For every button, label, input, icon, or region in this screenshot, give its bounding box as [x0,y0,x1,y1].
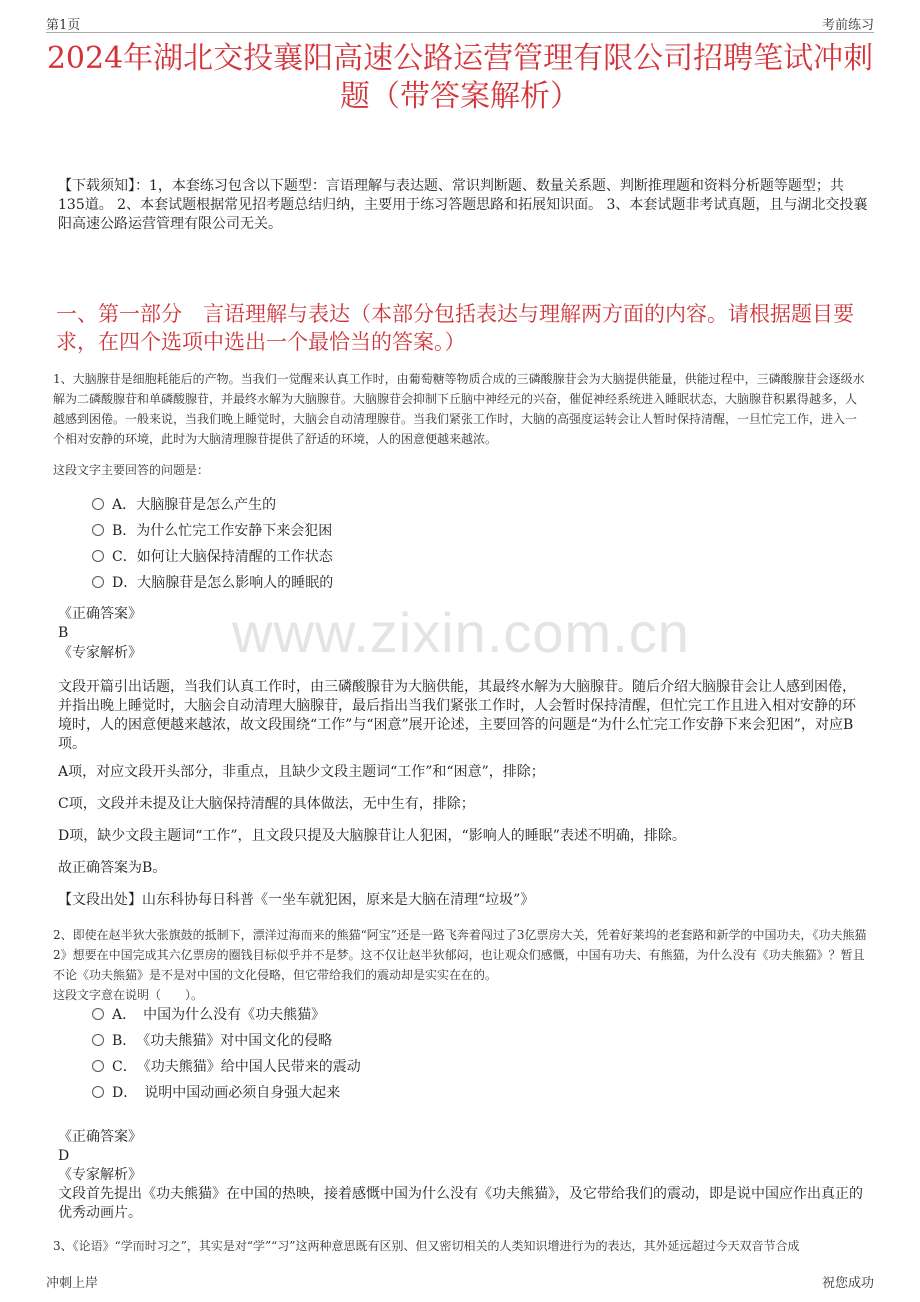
q2-answer: D [58,1148,70,1164]
q1-option-d[interactable]: D．大脑腺苷是怎么影响人的睡眠的 [92,570,333,596]
q1-option-a[interactable]: A．大脑腺苷是怎么产生的 [92,492,333,518]
q2-option-b[interactable]: B． 《功夫熊猫》对中国文化的侵略 [92,1028,361,1054]
q1-analysis-label: 《专家解析》 [58,645,142,661]
q2-option-d[interactable]: D． 说明中国动画必须自身强大起来 [92,1080,361,1106]
q1-analysis: 文段开篇引出话题，当我们认真工作时，由三磷酸腺苷为大脑供能，其最终水解为大脑腺苷。随后介绍大脑腺苷会让人感到困倦，并指出晚上睡觉时，大脑会自动清理大脑腺苷，最后指出当我们紧张工作时，人会暂时保持清醒，但忙完工作且进入相对安静的环境时，人的困意便越来越浓，故文段围绕“工作”与“困意”展开论述，主要回答的问题是“为什么忙完工作安静下来会犯困”，对应B项。 [58,679,856,752]
q2-stem: 2、即使在赵半狄大张旗鼓的抵制下，漂洋过海而来的熊猫“阿宝”还是一路飞奔着闯过了3亿票房大关，凭着好莱坞的老套路和新学的中国功夫，《功夫熊猫2》想要在中国完成其六亿票房的圈钱目标似乎并不是梦。这不仅让赵半狄郁闷，也让观众们感慨，中国有功夫、有熊猫，为什么没有《功夫熊猫》？暂且不论《功夫熊猫》是不是对中国的文化侵略，但它带给我们的震动却是实实在在的。 [53,928,867,982]
page-header [46,12,874,33]
radio-icon[interactable] [92,550,104,562]
q1-answer: B [58,625,69,641]
q2-question: 这段文字意在说明（ ）。 [53,988,204,1002]
page-number: 第1页 [46,18,81,33]
radio-icon[interactable] [92,1086,104,1098]
q1-d-note: D项，缺少文段主题词“工作”，且文段只提及大脑腺苷让人犯困，“影响人的睡眠”表述不明确，排除。 [58,828,686,844]
q1-question: 这段文字主要回答的问题是： [53,463,210,477]
q1-option-c[interactable]: C．如何让大脑保持清醒的工作状态 [92,544,333,570]
q1-stem: 1、大脑腺苷是细胞耗能后的产物。当我们一觉醒来认真工作时，由葡萄糖等物质合成的三磷酸腺苷会为大脑提供能量，供能过程中，三磷酸腺苷会逐级水解为二磷酸腺苷和单磷酸腺苷，并最终水解为大脑腺苷。大脑腺苷会抑制下丘脑中神经元的兴奋，催促神经系统进入睡眠状态，大脑腺苷积累得越多，人越感到困倦。一般来说，当我们晚上睡觉时，大脑会自动清理腺苷。当我们紧张工作时，大脑的高强度运转会让人暂时保持清醒，一旦忙完工作，进入一个相对安静的环境，此时为大脑清理腺苷提供了舒适的环境，人的困意便越来越浓。 [53,372,865,446]
footer-left: 冲刺上岸 [46,1276,99,1291]
footer-right: 祝您成功 [821,1276,874,1291]
radio-icon[interactable] [92,1060,104,1072]
q2-option-c[interactable]: C． 《功夫熊猫》给中国人民带来的震动 [92,1054,361,1080]
q1-a-note: A项，对应文段开头部分，非重点，且缺少文段主题词“工作”和“困意”，排除； [58,764,545,780]
document-title: 2024年湖北交投襄阳高速公路运营管理有限公司招聘笔试冲刺题（带答案解析） [46,41,874,114]
q1-conclusion: 故正确答案为B。 [58,860,167,876]
radio-icon[interactable] [92,1034,104,1046]
download-notice: 【下载须知】：1，本套练习包含以下题型：言语理解与表达题、常识判断题、数量关系题、判断推理题和资料分析题等题型；共135道。 2、本套试题根据常见招考题总结归纳，主要用于练习答题思路和拓展知识面。 3、本套试题非考试真题，且与湖北交投襄阳高速公路运营管理有限公司无关。 [58,178,868,232]
radio-icon[interactable] [92,524,104,536]
header-label: 考前练习 [821,18,874,33]
q2-analysis-label: 《专家解析》 [58,1167,142,1183]
q2-analysis: 文段首先提出《功夫熊猫》在中国的热映，接着感慨中国为什么没有《功夫熊猫》，及它带给我们的震动，即是说中国应作出真正的优秀动画片。 [58,1186,863,1221]
q1-option-b[interactable]: B．为什么忙完工作安静下来会犯困 [92,518,333,544]
section-heading: 一、第一部分 言语理解与表达（本部分包括表达与理解两方面的内容。请根据题目要求，在四个选项中选出一个最恰当的答案。） [56,302,854,354]
q1-c-note: C项，文段并未提及让大脑保持清醒的具体做法，无中生有，排除； [58,796,475,812]
q2-options [92,1002,361,1106]
q1-source: 【文段出处】山东科协每日科普《一坐车就犯困，原来是大脑在清理“垃圾”》 [58,892,535,908]
radio-icon[interactable] [92,1008,104,1020]
q3-stem: 3、《论语》“学而时习之”，其实是对“学”“习”这两种意思既有区别、但又密切相关的人类知识增进行为的表达，其外延远超过今天双音节合成 [53,1239,800,1253]
q2-option-a[interactable]: A． 中国为什么没有《功夫熊猫》 [92,1002,361,1028]
watermark: www.zixin.com.cn [232,601,690,664]
q1-options [92,492,333,596]
q1-answer-label: 《正确答案》 [58,606,142,622]
radio-icon[interactable] [92,498,104,510]
q2-answer-label: 《正确答案》 [58,1129,142,1145]
radio-icon[interactable] [92,576,104,588]
